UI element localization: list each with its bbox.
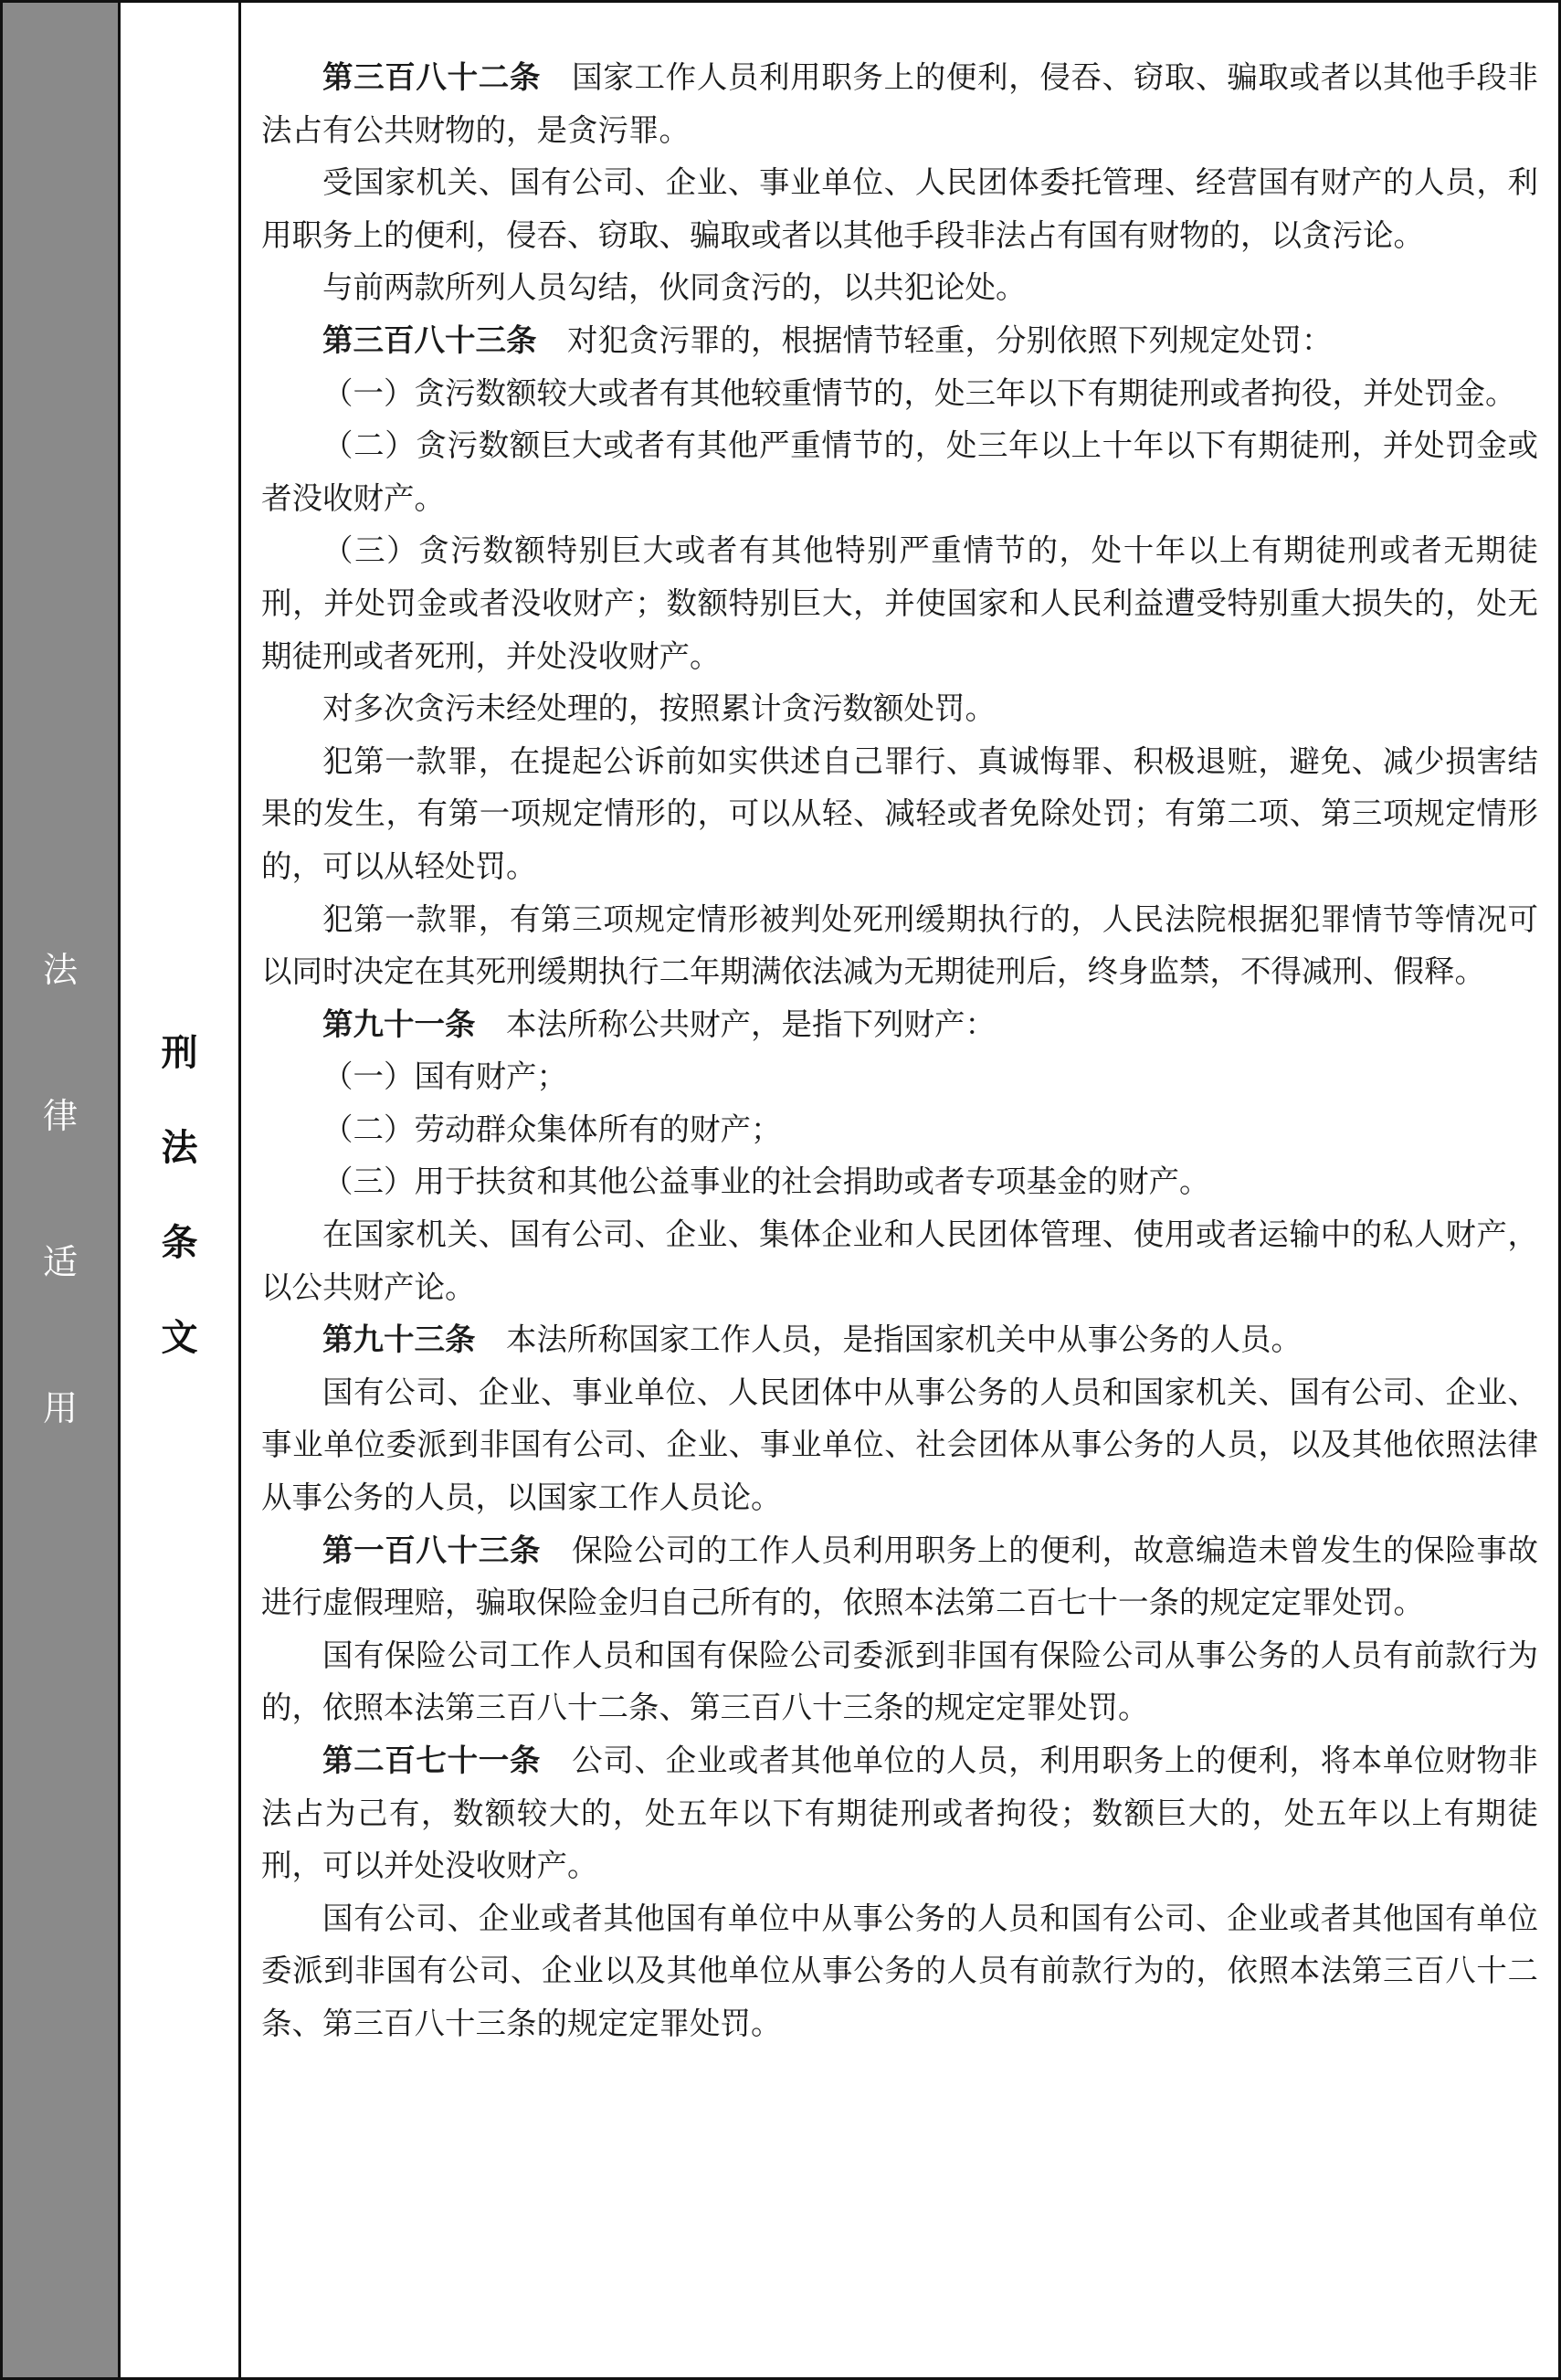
category-char: 律 bbox=[42, 1096, 78, 1136]
paragraph bbox=[261, 261, 1538, 314]
paragraph bbox=[261, 1524, 1538, 1629]
category-column bbox=[0, 0, 121, 2380]
paragraph bbox=[261, 419, 1538, 524]
paragraph-text: 与前两款所列人员勾结，伙同贪污的，以共犯论处。 bbox=[322, 269, 1027, 306]
paragraph-text: 犯第一款罪，在提起公诉前如实供述自己罪行、真诚悔罪、积极退赃，避免、减少损害结果的发生，有第一项规定情形的，可以从轻、减轻或者免除处罚；有第二项、第三项规定情形的，可以从轻处罚。 bbox=[261, 742, 1538, 884]
paragraph-text: 本法所称国家工作人员，是指国家机关中从事公务的人员。 bbox=[475, 1322, 1302, 1358]
paragraph-text: 本法所称公共财产，是指下列财产： bbox=[475, 1006, 996, 1042]
paragraph bbox=[261, 314, 1538, 367]
article-number: 第三百八十三条 bbox=[322, 321, 537, 358]
paragraph-text: 受国家机关、国有公司、企业、事业单位、人民团体委托管理、经营国有财产的人员，利用职务上的便利，侵吞、窃取、骗取或者以其他手段非法占有国有财物的，以贪污论。 bbox=[261, 164, 1538, 253]
paragraph-text: （一）国有财产； bbox=[322, 1058, 567, 1095]
paragraph-text: 保险公司的工作人员利用职务上的便利，故意编造未曾发生的保险事故进行虚假理赔，骗取保险金归自己所有的，依照本法第二百七十一条的规定定罪处罚。 bbox=[261, 1532, 1539, 1621]
paragraph-text: 国有公司、企业或者其他国有单位中从事公务的人员和国有公司、企业或者其他国有单位委派到非国有公司、企业以及其他单位从事公务的人员有前款行为的，依照本法第三百八十二条、第三百八十三条的规定定罪处罚。 bbox=[261, 1900, 1538, 2041]
paragraph bbox=[261, 735, 1538, 893]
paragraph bbox=[261, 1208, 1538, 1313]
paragraph-text: （三）贪污数额特别巨大或者有其他特别严重情节的，处十年以上有期徒刑或者无期徒刑，并处罚金或者没收财产；数额特别巨大，并使国家和人民利益遭受特别重大损失的，处无期徒刑或者死刑，并处没收财产。 bbox=[261, 532, 1538, 674]
category-char: 用 bbox=[42, 1388, 78, 1428]
paragraph bbox=[261, 682, 1538, 735]
paragraph bbox=[261, 1366, 1538, 1524]
article-number: 第二百七十一条 bbox=[322, 1743, 542, 1778]
paragraph bbox=[261, 1155, 1538, 1208]
category-char: 法 bbox=[42, 950, 78, 990]
paragraph bbox=[261, 1734, 1538, 1892]
article-number: 第三百八十二条 bbox=[322, 59, 542, 95]
paragraph bbox=[261, 1050, 1538, 1103]
paragraph-text: （三）用于扶贫和其他公益事业的社会捐助或者专项基金的财产。 bbox=[322, 1164, 1210, 1200]
subcategory-char: 条 bbox=[161, 1222, 198, 1264]
article-number: 第一百八十三条 bbox=[322, 1532, 542, 1568]
paragraph bbox=[261, 524, 1538, 682]
article-number: 第九十一条 bbox=[322, 1006, 476, 1042]
paragraph bbox=[261, 1629, 1538, 1734]
paragraph bbox=[261, 893, 1538, 998]
paragraph-text: 国有公司、企业、事业单位、人民团体中从事公务的人员和国家机关、国有公司、企业、事业单位委派到非国有公司、企业、事业单位、社会团体从事公务的人员，以及其他依照法律从事公务的人员，以国家工作人员论。 bbox=[261, 1374, 1538, 1516]
subcategory-char: 文 bbox=[161, 1317, 198, 1359]
article-number: 第九十三条 bbox=[322, 1322, 476, 1358]
paragraph-text: 公司、企业或者其他单位的人员，利用职务上的便利，将本单位财物非法占为己有，数额较大的，处五年以下有期徒刑或者拘役；数额巨大的，处五年以上有期徒刑，可以并处没收财产。 bbox=[261, 1743, 1539, 1884]
paragraph bbox=[261, 1892, 1538, 2050]
subcategory-column bbox=[121, 0, 241, 2380]
paragraph bbox=[261, 367, 1538, 420]
paragraph bbox=[261, 1103, 1538, 1156]
paragraph-text: （二）贪污数额巨大或者有其他严重情节的，处三年以上十年以下有期徒刑，并处罚金或者没收财产。 bbox=[261, 427, 1538, 516]
subcategory-char: 刑 bbox=[161, 1032, 198, 1074]
paragraph bbox=[261, 51, 1538, 156]
paragraph-text: 国家工作人员利用职务上的便利，侵吞、窃取、骗取或者以其他手段非法占有公共财物的，是贪污罪。 bbox=[261, 59, 1539, 148]
paragraph-text: 对多次贪污未经处理的，按照累计贪污数额处罚。 bbox=[322, 690, 996, 727]
paragraph-text: （二）劳动群众集体所有的财产； bbox=[322, 1111, 782, 1147]
statute-text bbox=[261, 51, 1538, 2050]
paragraph bbox=[261, 156, 1538, 261]
paragraph-text: 犯第一款罪，有第三项规定情形被判处死刑缓期执行的，人民法院根据犯罪情节等情况可以同时决定在其死刑缓期执行二年期满依法减为无期徒刑后，终身监禁，不得减刑、假释。 bbox=[261, 900, 1538, 990]
paragraph-text: 国有保险公司工作人员和国有保险公司委派到非国有保险公司从事公务的人员有前款行为的，依照本法第三百八十二条、第三百八十三条的规定定罪处罚。 bbox=[261, 1637, 1538, 1726]
subcategory-label bbox=[121, 1032, 238, 1359]
paragraph-text: 在国家机关、国有公司、企业、集体企业和人民团体管理、使用或者运输中的私人财产，以公共财产论。 bbox=[261, 1216, 1538, 1305]
paragraph-text: （一）贪污数额较大或者有其他较重情节的，处三年以下有期徒刑或者拘役，并处罚金。 bbox=[322, 374, 1516, 411]
paragraph bbox=[261, 998, 1538, 1051]
category-label bbox=[3, 950, 118, 1428]
subcategory-char: 法 bbox=[161, 1127, 198, 1169]
paragraph bbox=[261, 1313, 1538, 1366]
paragraph-text: 对犯贪污罪的，根据情节轻重，分别依照下列规定处罚： bbox=[536, 321, 1333, 358]
category-char: 适 bbox=[42, 1242, 78, 1282]
